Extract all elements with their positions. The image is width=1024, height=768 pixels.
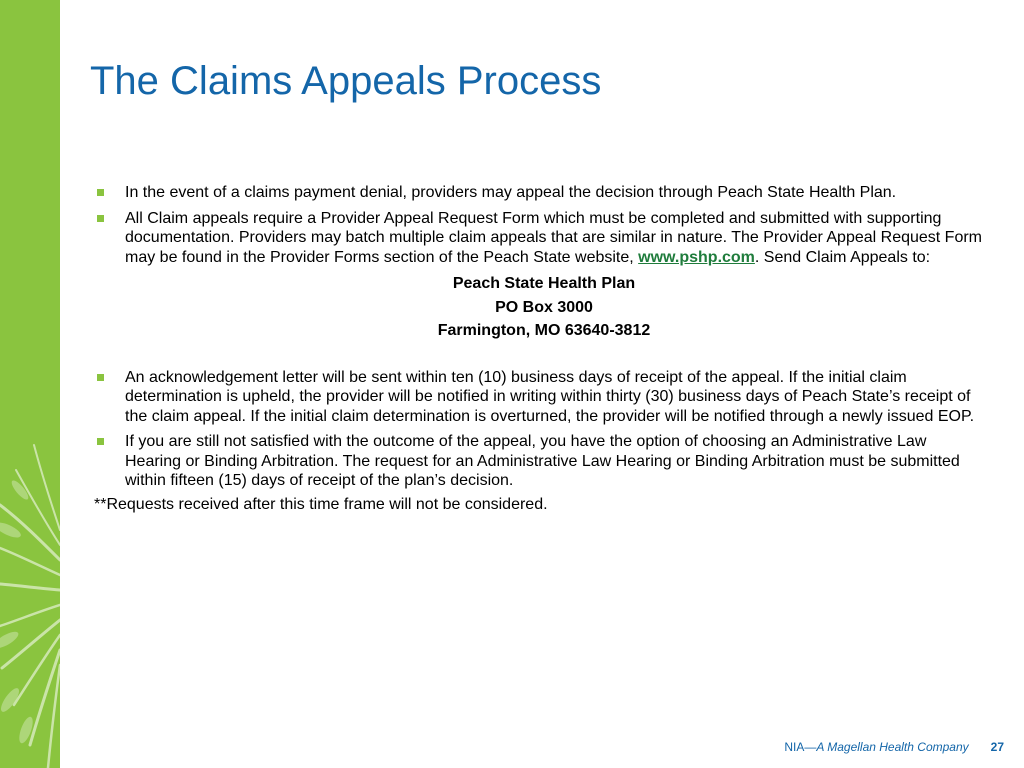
page-number: 27	[990, 740, 1004, 754]
bullet-item-arbitration	[94, 432, 984, 491]
spacer	[94, 343, 984, 368]
bullet-list-top	[94, 183, 984, 267]
mailing-address	[94, 272, 984, 343]
leaf-burst-decoration	[0, 0, 60, 768]
left-decorative-bar	[0, 0, 60, 768]
website-link[interactable]: www.pshp.com	[638, 248, 755, 266]
bullet-text: All Claim appeals require a Provider Appeal Request Form which must be completed and submitted with supporting documentation. Providers may batch multiple claim appeals that are similar in nature. The Provider Appeal Request Form may be found in the Provider Forms section of the Peach State website,	[125, 209, 983, 266]
address-line-po-box: PO Box 3000	[495, 298, 593, 316]
square-bullet-icon	[97, 189, 104, 196]
footnote: **Requests received after this time frame will not be considered.	[94, 495, 548, 513]
address-line-city: Farmington, MO 63640-3812	[437, 322, 651, 339]
bullet-item-appeal-form	[94, 209, 984, 268]
bullet-text: In the event of a claims payment denial, providers may appeal the decision through Peach State Health Plan.	[125, 184, 897, 201]
address-line-name: Peach State Health Plan	[452, 275, 636, 292]
slide-footer	[784, 740, 1004, 754]
bullet-text-after-link: . Send Claim Appeals to:	[754, 248, 931, 266]
square-bullet-icon	[97, 438, 104, 445]
square-bullet-icon	[97, 215, 104, 222]
slide-title: The Claims Appeals Process	[90, 59, 602, 103]
bullet-item-denial	[94, 183, 984, 203]
bullet-item-acknowledgement	[94, 368, 984, 427]
slide-body	[94, 183, 984, 514]
footer-prefix: NIA—	[784, 740, 817, 754]
bullet-text: An acknowledgement letter will be sent within ten (10) business days of receipt of the appeal. If the initial claim determination is upheld, the provider will be notified in writing within thirty (30) business days of Peach State’s receipt of the claim appeal. If the initial claim determination is overturned, the provider will be notified through a newly issued EOP.	[125, 368, 975, 425]
bullet-list-bottom	[94, 368, 984, 491]
footer-company: A Magellan Health Company	[816, 740, 969, 754]
bullet-text: If you are still not satisfied with the outcome of the appeal, you have the option of choosing an Administrative Law Hearing or Binding Arbitration. The request for an Administrative Law Hearing or Binding Arbitration must be submitted within fifteen (15) days of receipt of the plan’s decision.	[125, 433, 960, 489]
square-bullet-icon	[97, 374, 104, 381]
